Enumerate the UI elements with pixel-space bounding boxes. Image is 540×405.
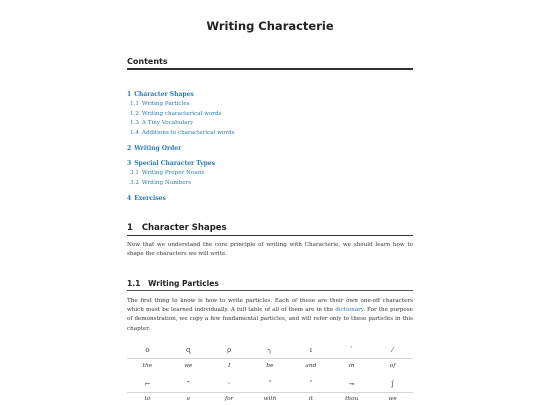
particle-glyph-row-2: [127, 380, 413, 388]
particle-glyph: ᵕ: [227, 380, 231, 388]
particle-glyph: ╮: [267, 346, 273, 354]
particle-word: with: [263, 396, 277, 402]
subsection-heading-writing-particles: 1.1 Writing Particles: [127, 279, 219, 288]
particle-glyph: ⌐: [144, 380, 151, 388]
particle-glyph: ʃ: [391, 380, 394, 388]
particle-glyph: ɋ: [186, 346, 191, 354]
toc-item-writing-particles[interactable]: 1.1 Writing Particles: [130, 101, 190, 107]
section-rule: [127, 235, 413, 237]
particles-paragraph: The first thing to know is how to write particles. Each of these are their own one-off characters which must be learned individually. A full table of all of them are in the dictionary. For the purpose of demonstration, we copy a few fundamental particles, and will refer only to these particles in this chapter.: [127, 298, 413, 332]
particle-glyph: ˋ: [349, 346, 354, 354]
particle-glyph: ı: [309, 346, 312, 354]
toc-item-writing-numbers[interactable]: 3.2 Writing Numbers: [130, 179, 192, 186]
toc-item-special-character-types[interactable]: 3 Special Character Types: [127, 160, 215, 167]
particle-word: a: [186, 396, 191, 402]
particle-glyph: ρ: [227, 346, 232, 354]
section-heading-character-shapes: 1 Character Shapes: [127, 223, 227, 233]
particle-word: the: [142, 363, 153, 369]
particle-word-row-1: [127, 363, 413, 369]
toc-item-proper-nouns[interactable]: 3.1 Writing Proper Nouns: [130, 170, 205, 176]
particle-word: to: [144, 396, 151, 402]
toc-item-tiny-vocabulary[interactable]: 1.3 A Tiny Vocabulary: [130, 120, 194, 126]
contents-rule: [127, 68, 413, 70]
subsection-rule: [127, 290, 413, 291]
particle-word: and: [305, 363, 317, 369]
particle-word: in: [348, 363, 355, 369]
toc-item-exercises[interactable]: 4 Exercises: [127, 195, 166, 202]
toc-item-additions[interactable]: 1.4 Additions to characterical words: [130, 129, 235, 136]
particle-word: thou: [345, 396, 359, 402]
toc-item-writing-order[interactable]: 2 Writing Order: [127, 145, 182, 152]
table-divider: [127, 358, 413, 359]
particle-glyph: ⊸: [348, 380, 355, 388]
particle-glyph: ⁄: [392, 346, 394, 354]
particle-glyph: ⌃: [185, 380, 192, 388]
particle-word-row-2: [127, 396, 413, 402]
particle-word: we: [184, 363, 193, 369]
particle-word: I: [228, 363, 231, 369]
table-divider: [127, 392, 413, 393]
particle-glyph: ο: [145, 346, 150, 354]
dictionary-link[interactable]: dictionary: [335, 307, 364, 314]
particle-word: of: [389, 363, 396, 369]
particle-word: it: [308, 396, 313, 402]
toc-item-writing-characterical-words[interactable]: 1.2 Writing characterical words: [130, 110, 222, 117]
particle-word: be: [266, 363, 274, 369]
particle-glyph-row-1: [127, 346, 413, 354]
contents-heading: Contents: [127, 57, 168, 66]
particle-glyph: ˂: [309, 380, 313, 388]
particle-word: we: [388, 396, 397, 402]
particle-glyph: ˃: [268, 380, 272, 388]
particle-word: for: [224, 396, 234, 402]
document-title: Writing Characterie: [206, 19, 334, 33]
section-intro-paragraph: Now that we understand the core principle of writing with Characterie, we should learn how to shape the characters we will write.: [127, 242, 413, 258]
toc-item-character-shapes[interactable]: 1 Character Shapes: [127, 91, 194, 98]
